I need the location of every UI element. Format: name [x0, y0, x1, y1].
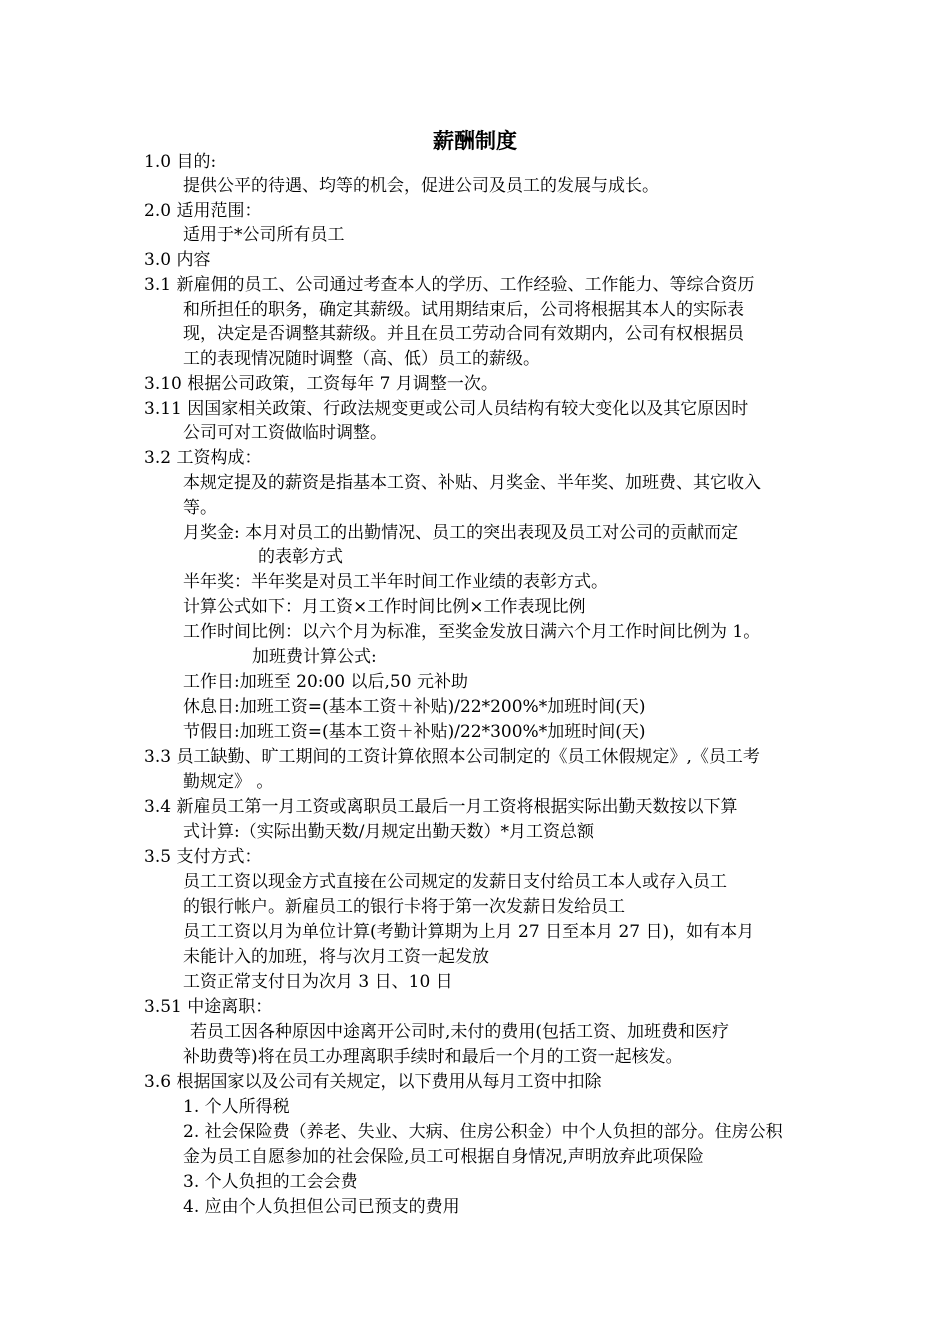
- text-line: 节假日:加班工资=(基本工资＋补贴)/22*300%*加班时间(天): [183, 722, 646, 742]
- text-line: 未能计入的加班，将与次月工资一起发放: [183, 947, 489, 967]
- text-line: 3.1 新雇佣的员工、公司通过考查本人的学历、工作经验、工作能力、等综合资历: [144, 275, 755, 295]
- text-line: 3.4 新雇员工第一月工资或离职员工最后一月工资将根据实际出勤天数按以下算: [144, 797, 738, 817]
- text-line: 等。: [183, 498, 217, 518]
- text-line: 休息日:加班工资=(基本工资＋补贴)/22*200%*加班时间(天): [183, 697, 646, 717]
- text-line: 4. 应由个人负担但公司已预支的费用: [183, 1197, 460, 1217]
- text-line: 1. 个人所得税: [183, 1097, 290, 1117]
- text-line: 2. 社会保险费（养老、失业、大病、住房公积金）中个人负担的部分。住房公积: [183, 1122, 783, 1142]
- text-line: 工的表现情况随时调整（高、低）员工的薪级。: [183, 349, 540, 369]
- text-line: 本规定提及的薪资是指基本工资、补贴、月奖金、半年奖、加班费、其它收入: [183, 473, 761, 493]
- document-title: 薪酬制度: [433, 129, 517, 153]
- text-line: 的银行帐户。新雇员工的银行卡将于第一次发薪日发给员工: [183, 897, 625, 917]
- text-line: 现，决定是否调整其薪级。并且在员工劳动合同有效期内，公司有权根据员: [183, 324, 744, 344]
- text-line: 适用于*公司所有员工: [183, 225, 345, 245]
- text-line: 和所担任的职务，确定其薪级。试用期结束后，公司将根据其本人的实际表: [183, 300, 744, 320]
- text-line: 公司可对工资做临时调整。: [183, 423, 387, 443]
- text-line: 1.0 目的:: [144, 152, 217, 172]
- text-line: 加班费计算公式:: [252, 647, 377, 667]
- text-line: 3.11 因国家相关政策、行政法规变更或公司人员结构有较大变化以及其它原因时: [144, 399, 749, 419]
- text-line: 的表彰方式: [258, 547, 343, 567]
- text-line: 工作时间比例：以六个月为标准，至奖金发放日满六个月工作时间比例为 1。: [183, 622, 761, 642]
- text-line: 3. 个人负担的工会会费: [183, 1172, 358, 1192]
- text-line: 计算公式如下：月工资×工作时间比例×工作表现比例: [183, 597, 586, 617]
- text-line: 3.0 内容: [144, 250, 211, 270]
- text-line: 金为员工自愿参加的社会保险,员工可根据自身情况,声明放弃此项保险: [183, 1147, 704, 1167]
- text-line: 3.51 中途离职：: [144, 997, 273, 1017]
- text-line: 3.10 根据公司政策，工资每年 7 月调整一次。: [144, 374, 498, 394]
- text-line: 员工工资以现金方式直接在公司规定的发薪日支付给员工本人或存入员工: [183, 872, 727, 892]
- text-line: 补助费等)将在员工办理离职手续时和最后一个月的工资一起核发。: [183, 1047, 683, 1067]
- text-line: 2.0 适用范围：: [144, 201, 262, 221]
- text-line: 3.5 支付方式：: [144, 847, 262, 867]
- text-line: 员工工资以月为单位计算(考勤计算期为上月 27 日至本月 27 日)，如有本月: [183, 922, 755, 942]
- text-line: 式计算:（实际出勤天数/月规定出勤天数）*月工资总额: [183, 822, 594, 842]
- text-line: 工作日:加班至 20:00 以后,50 元补助: [183, 672, 468, 692]
- text-line: 月奖金: 本月对员工的出勤情况、员工的突出表现及员工对公司的贡献而定: [183, 523, 739, 543]
- text-line: 3.3 员工缺勤、旷工期间的工资计算依照本公司制定的《员工休假规定》,《员工考: [144, 747, 760, 767]
- text-line: 半年奖：半年奖是对员工半年时间工作业绩的表彰方式。: [183, 572, 608, 592]
- text-line: 3.2 工资构成：: [144, 448, 262, 468]
- text-line: 勤规定》 。: [183, 772, 274, 792]
- text-line: 提供公平的待遇、均等的机会，促进公司及员工的发展与成长。: [183, 176, 659, 196]
- text-line: 若员工因各种原因中途离开公司时,未付的费用(包括工资、加班费和医疗: [190, 1022, 730, 1042]
- text-line: 工资正常支付日为次月 3 日、10 日: [183, 972, 453, 992]
- text-line: 3.6 根据国家以及公司有关规定，以下费用从每月工资中扣除: [144, 1072, 602, 1092]
